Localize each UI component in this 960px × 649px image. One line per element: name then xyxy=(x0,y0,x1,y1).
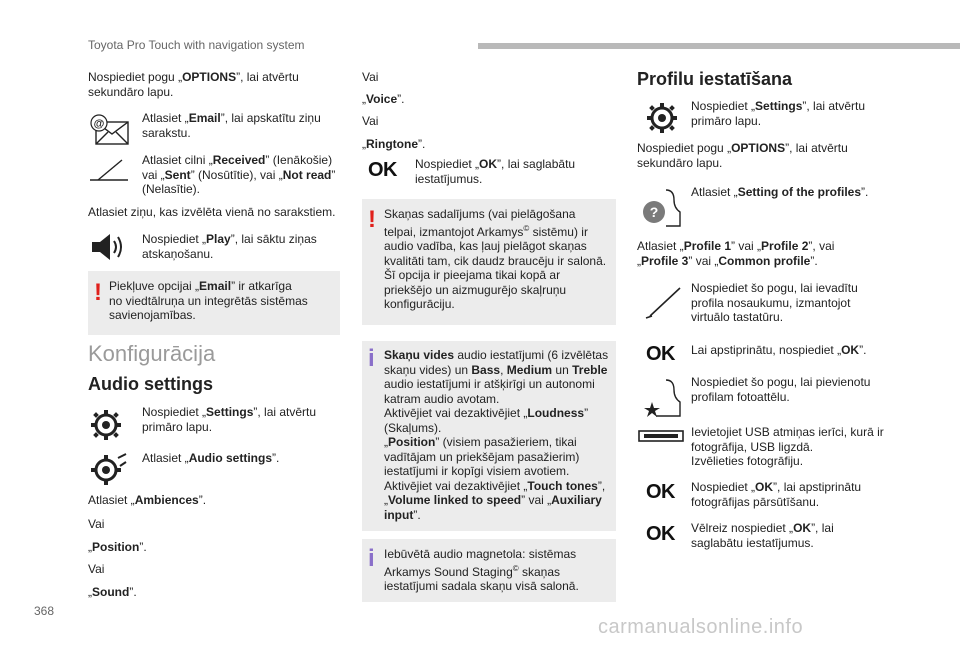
profile-name-paragraph: Nospiediet šo pogu, lai ievadītu profila nosaukumu, izmantojot virtuālo tastatūru. xyxy=(691,281,858,324)
ok-save-paragraph: Nospiediet „OK”, lai saglabātu iestatījumus. xyxy=(415,157,576,186)
ok-button-icon: OK xyxy=(368,159,397,181)
select-message-paragraph: Atlasiet ziņu, kas izvēlēta vienā no sarakstiem. xyxy=(88,205,336,219)
pencil-icon xyxy=(644,284,684,320)
email-icon xyxy=(88,112,130,146)
message-list-icon xyxy=(88,158,130,184)
page-header-title: Toyota Pro Touch with navigation system xyxy=(88,38,305,52)
svg-text:?: ? xyxy=(649,204,659,220)
ringtone-paragraph: „Ringtone”. xyxy=(362,137,426,151)
add-photo-paragraph: Nospiediet šo pogu, lai pievienotu profilam fotoattēlu. xyxy=(691,375,871,404)
warning-icon: ! xyxy=(368,206,376,233)
usb-paragraph: Ievietojiet USB atmiņas ierīci, kurā ir fotogrāfija, USB ligzdā. Izvēlieties fotogrāfiju. xyxy=(691,425,884,468)
page-number: 368 xyxy=(34,604,55,618)
ok-button-icon: OK xyxy=(646,523,675,545)
or-text-1: Vai xyxy=(88,517,105,531)
watermark: carmanualsonline.info xyxy=(598,616,804,638)
audio-settings-heading: Audio settings xyxy=(88,374,213,394)
warning-icon: ! xyxy=(94,279,102,306)
ok-button-icon: OK xyxy=(646,481,675,503)
arkamys-info: Iebūvētā audio magnetola: sistēmas Arkamys Sound Staging© skaņas iestatījumi sadala skaņu visā salonā. xyxy=(384,547,579,593)
options-paragraph: Nospiediet pogu „OPTIONS”, lai atvērtu sekundāro lapu. xyxy=(88,70,299,99)
audio-settings-paragraph: Atlasiet „Audio settings”. xyxy=(142,451,280,465)
profile-settings-paragraph: Nospiediet „Settings”, lai atvērtu primāro lapu. xyxy=(691,99,866,128)
section-title: Konfigurācija xyxy=(88,341,216,366)
email-paragraph: Atlasiet „Email”, lai apskatītu ziņu sarakstu. xyxy=(142,111,321,140)
gear-icon xyxy=(88,407,124,443)
audio-settings-icon xyxy=(88,452,128,488)
gear-icon xyxy=(644,100,680,136)
svg-text:@: @ xyxy=(93,118,105,130)
or-text-3: Vai xyxy=(362,70,379,84)
speaker-icon xyxy=(88,232,130,262)
sound-distribution-warning: Skaņas sadalījums (vai pielāgošana telpai, izmantojot Arkamys© sistēmu) ir audio vadība, kas ļauj pielāgot skaņas kvalitāti tam, cik daudz braucēju ir salonā. Šī opcija ir pieejama tikai kopā ar priekšējo un aizmugurējo skaļruņu konfigurāciju. xyxy=(384,207,607,311)
received-paragraph: Atlasiet cilni „Received” (Ienākošie) vai „Sent” (Nosūtītie), vai „Not read” (Nelasītie). xyxy=(142,153,336,196)
profile-help-icon xyxy=(640,188,684,228)
email-warning-text: Piekļuve opcijai „Email” ir atkarīga no viedtālruņa un integrētās sistēmas savienojamības. xyxy=(109,279,308,322)
audio-ambience-info: Skaņu vides audio iestatījumi (6 izvēlētas skaņu vides) un Bass, Medium un Treble audio iestatījumi ir atšķirīgi un autonomi katram audio avotam. Aktivējiet vai dezaktivējiet „Loudness” (Skaļums). „Position” (visiem pasažieriem, tikai vadītājam un priekšējam pasažierim) iestatījumi ir kopīgi visiem avotiem. Aktivējiet vai dezaktivējiet „Touch tones”, „Volume linked to speed” vai „Auxiliary input”. xyxy=(384,348,609,522)
ambiences-paragraph: Atlasiet „Ambiences”. xyxy=(88,493,207,507)
ok-save-again-paragraph: Vēlreiz nospiediet „OK”, lai saglabātu iestatījumus. xyxy=(691,521,834,550)
or-text-4: Vai xyxy=(362,114,379,128)
ok-button-icon: OK xyxy=(646,343,675,365)
or-text-2: Vai xyxy=(88,562,105,576)
voice-paragraph: „Voice”. xyxy=(362,92,405,106)
info-icon: i xyxy=(368,345,375,372)
ok-transfer-paragraph: Nospiediet „OK”, lai apstiprinātu fotogrāfijas pārsūtīšanu. xyxy=(691,480,862,509)
ok-confirm-paragraph: Lai apstiprinātu, nospiediet „OK”. xyxy=(691,343,867,357)
play-paragraph: Nospiediet „Play”, lai sāktu ziņas atskaņošanu. xyxy=(142,232,317,261)
position-paragraph: „Position”. xyxy=(88,540,147,554)
profile-choice-paragraph: Atlasiet „Profile 1” vai „Profile 2”, vai „Profile 3” vai „Common profile”. xyxy=(637,239,835,268)
settings-paragraph: Nospiediet „Settings”, lai atvērtu primāro lapu. xyxy=(142,405,317,434)
profile-options-paragraph: Nospiediet pogu „OPTIONS”, lai atvērtu sekundāro lapu. xyxy=(637,141,848,170)
usb-port-icon xyxy=(638,430,684,442)
info-icon: i xyxy=(368,545,375,572)
header-bar xyxy=(478,43,960,49)
profiles-heading: Profilu iestatīšana xyxy=(637,69,793,89)
sound-paragraph: „Sound”. xyxy=(88,585,137,599)
profile-photo-icon xyxy=(640,378,684,418)
setting-profiles-paragraph: Atlasiet „Setting of the profiles”. xyxy=(691,185,869,199)
